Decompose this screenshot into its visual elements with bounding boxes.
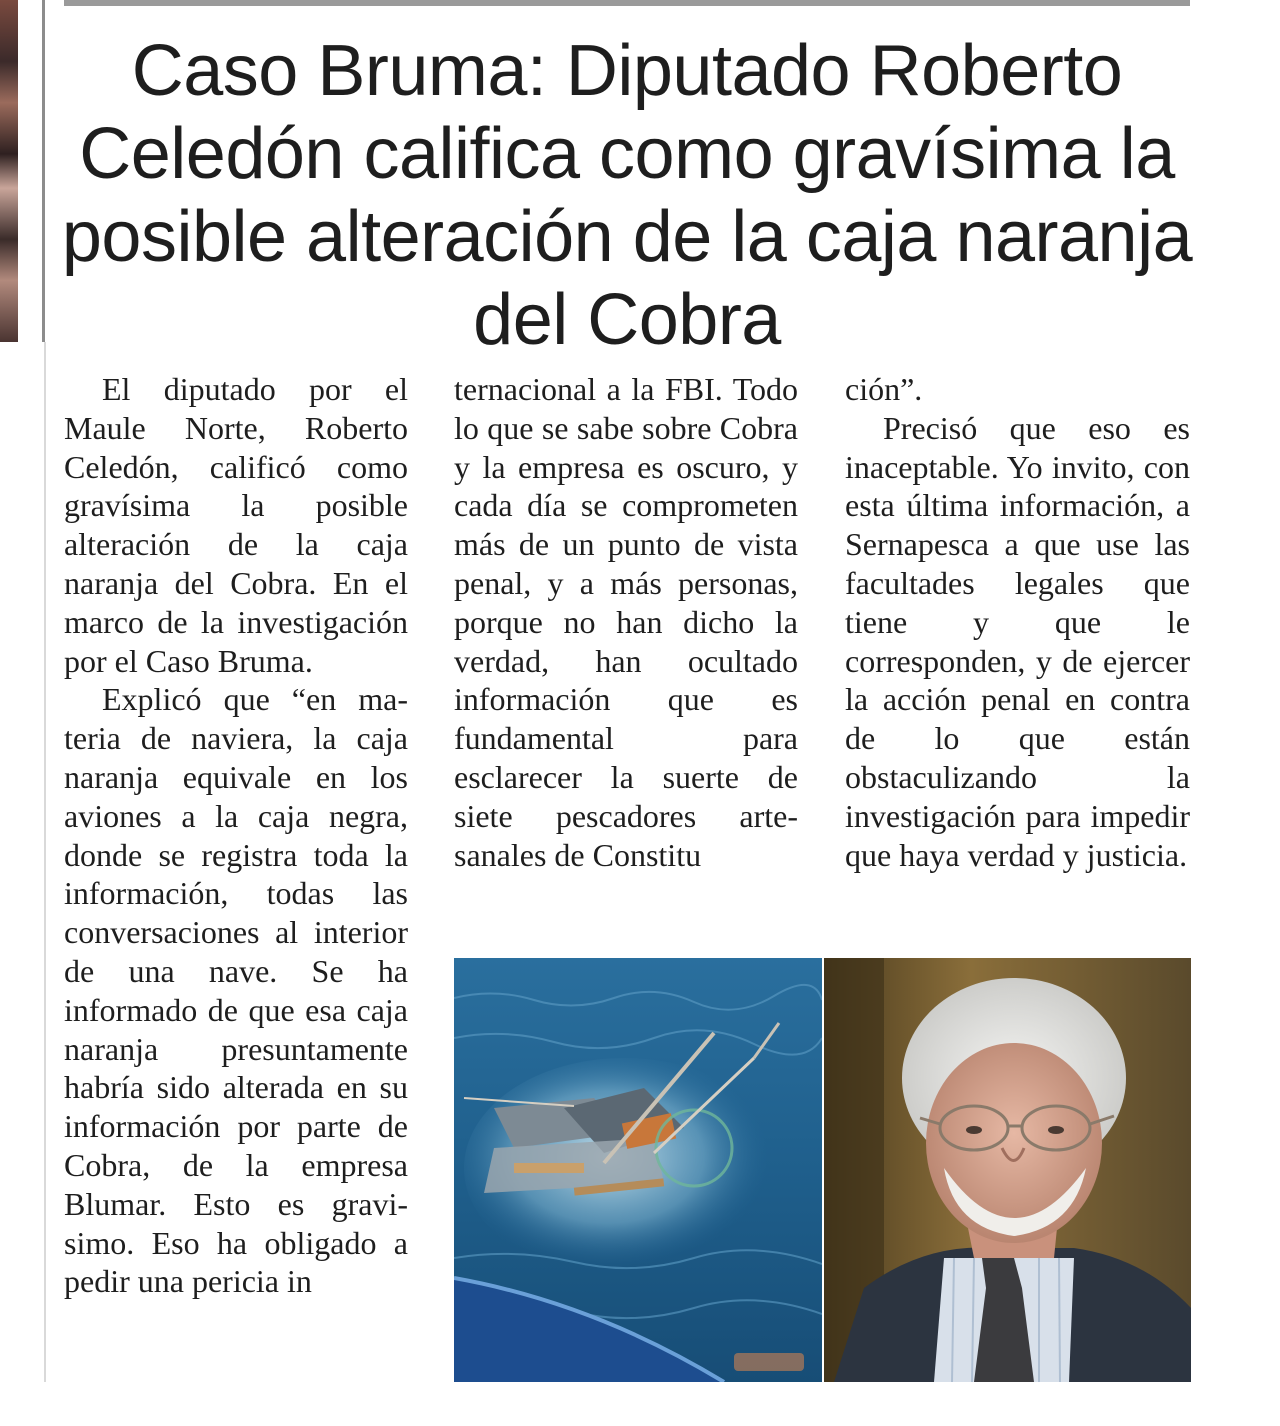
column-divider xyxy=(42,0,45,342)
shipwreck-illustration xyxy=(454,958,822,1382)
article-headline: Caso Bruma: Diputado Roberto Celedón califica como gravísima la posible alteración de la caja naranja del Cobra xyxy=(61,31,1193,360)
portrait-illustration xyxy=(824,958,1191,1382)
column-divider-lower xyxy=(44,342,46,1382)
paragraph: Precisó que eso es inaceptable. Yo invito, con esta última información, a Sernapesca a que use las facultades legales que tiene y que le corresponden, y de ejercer la acción penal en contra de lo que están obstaculizando la investigación para impedir que haya verdad y justicia. xyxy=(845,409,1190,873)
portrait-photo xyxy=(824,958,1191,1382)
body-column-3 xyxy=(845,370,1190,915)
paragraph: ternacional a la FBI. Todo lo que se sabe sobre Cobra y la empresa es oscuro, y cada día se comprometen más de un punto de vista penal, y a más personas, porque no han dicho la verdad, han ocultado información que es fundamental para esclarecer la suerte de siete pescadores artesanales de Constitu xyxy=(454,371,798,873)
body-column-1 xyxy=(64,370,408,1380)
paragraph: ción”. xyxy=(845,371,923,407)
paragraph: Explicó que “en materia de naviera, la caja naranja equivale en los aviones a la caja negra, donde se registra toda la información, todas las conversaciones al interior de una nave. Se ha informado de que esa caja naranja presuntamente habría sido alterada en su información por parte de Cobra, de la empresa Blumar. Esto es gravisimo. Eso ha obligado a pedir una pericia in xyxy=(64,681,408,1300)
adjacent-photo-strip xyxy=(0,0,18,342)
body-column-2 xyxy=(454,370,798,915)
shipwreck-photo xyxy=(454,958,822,1382)
paragraph: El diputado por el Maule Norte, Roberto Celedón, calificó como gravísima la posible alteración de la caja naranja del Cobra. En el marco de la investigación por el Caso Bruma. xyxy=(64,371,408,679)
top-rule xyxy=(64,0,1190,6)
